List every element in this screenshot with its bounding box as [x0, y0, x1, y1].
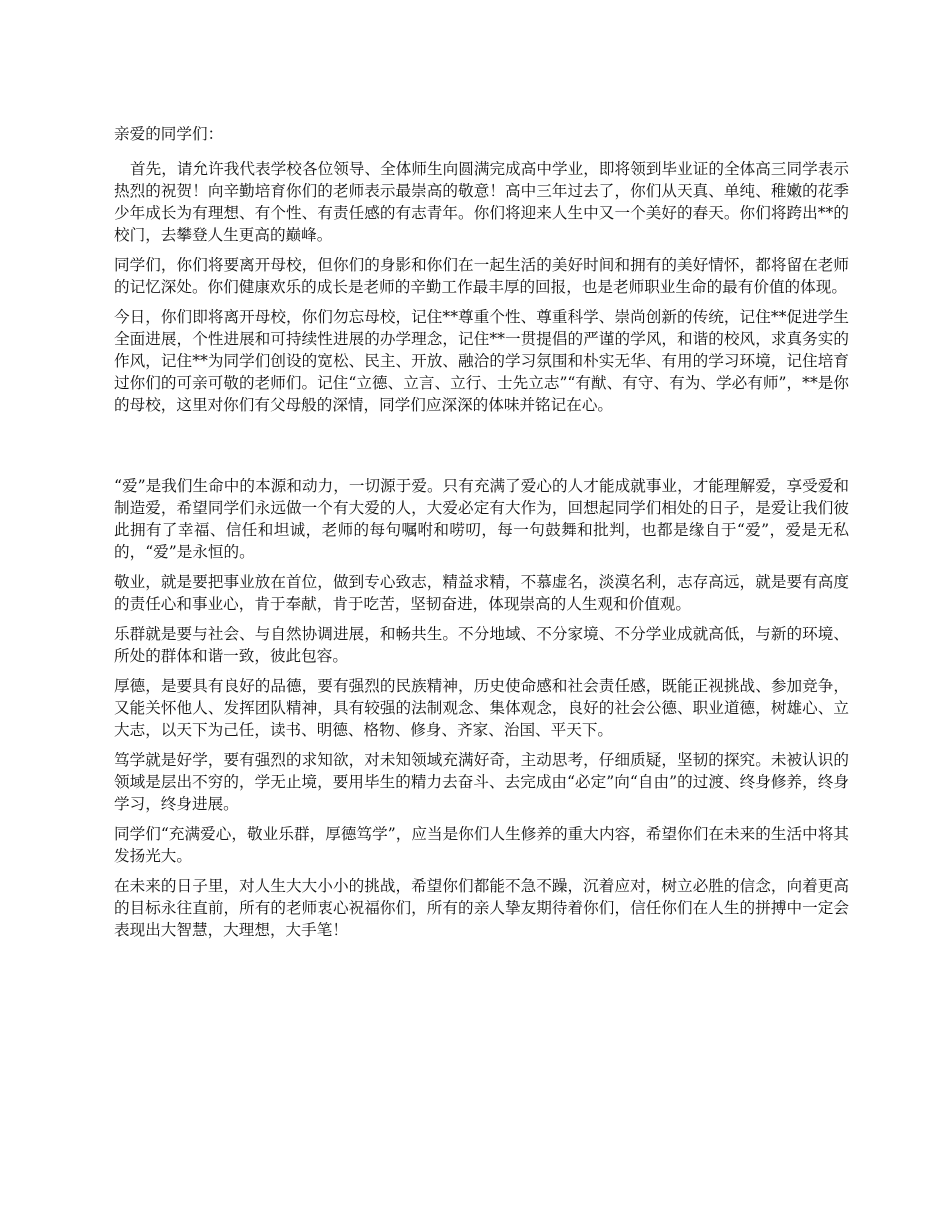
paragraph-congratulations: 首先，请允许我代表学校各位领导、全体师生向圆满完成高中学业，即将领到毕业证的全体高三同学表示热烈的祝贺！向辛勤培育你们的老师表示最崇高的敬意！高中三年过去了，你们从天真、单纯、稚嫩的花季少年成长为有理想、有个性、有责任感的有志青年。你们将迎来人生中又一个美好的春天。你们将跨出**的校门，去攀登人生更高的巅峰。: [114, 160, 849, 244]
paragraph-motto: 同学们“充满爱心，敬业乐群，厚德笃学”，应当是你们人生修养的重大内容，希望你们在未来的生活中将其发扬光大。: [114, 825, 849, 865]
paragraph-closing-wishes: 在未来的日子里，对人生大大小小的挑战，希望你们都能不急不躁，沉着应对，树立必胜的信念，向着更高的目标永往直前，所有的老师衷心祝福你们，所有的亲人挚友期待着你们，信任你们在人生的拼搏中一定会表现出大智慧，大理想，大手笔！: [114, 877, 849, 939]
paragraph-virtue: 厚德，是要具有良好的品德，要有强烈的民族精神，历史使命感和社会责任感，既能正视挑战、参加竞争，又能关怀他人、发挥团队精神，具有较强的法制观念、集体观念，良好的社会公德、职业道德，树雄心、立大志，以天下为己任，读书、明德、格物、修身、齐家、治国、平天下。: [114, 677, 849, 739]
section-gap: [114, 424, 849, 475]
paragraph-memories: 同学们，你们将要离开母校，但你们的身影和你们在一起生活的美好时间和拥有的美好情怀，都将留在老师的记忆深处。你们健康欢乐的成长是老师的辛勤工作最丰厚的回报，也是老师职业生命的最有价值的体现。: [114, 256, 849, 296]
salutation: 亲爱的同学们：: [114, 125, 224, 143]
paragraph-dedication: 敬业，就是要把事业放在首位，做到专心致志，精益求精，不慕虚名，淡漠名利，志存高远，就是要有高度的责任心和事业心，肯于奉献，肯于吃苦，坚韧奋进，体现崇高的人生观和价值观。: [114, 573, 849, 613]
paragraph-sociability: 乐群就是要与社会、与自然协调进展，和畅共生。不分地域、不分家境、不分学业成就高低，与新的环境、所处的群体和谐一致，彼此包容。: [114, 625, 849, 665]
paragraph-study: 笃学就是好学，要有强烈的求知欲，对未知领域充满好奇，主动思考，仔细质疑，坚韧的探究。未被认识的领域是层出不穷的，学无止境，要用毕生的精力去奋斗、去完成由“必定”向“自由”的过渡、终身修养，终身学习，终身进展。: [114, 751, 849, 813]
letter-body: [114, 123, 849, 949]
paragraph-love: “爱”是我们生命中的本源和动力，一切源于爱。只有充满了爱心的人才能成就事业，才能理解爱，享受爱和制造爱，希望同学们永远做一个有大爱的人，大爱必定有大作为，回想起同学们相处的日子，是爱让我们彼此拥有了幸福、信任和坦诚，老师的每句嘱咐和唠叨，每一句鼓舞和批判，也都是缘自于“爱”，爱是无私的，“爱”是永恒的。: [114, 477, 849, 561]
paragraph-remember-school: 今日，你们即将离开母校，你们勿忘母校，记住**尊重个性、尊重科学、崇尚创新的传统，记住**促进学生全面进展，个性进展和可持续性进展的办学理念，记住**一贯提倡的严谨的学风，和谐的校风，求真务实的作风，记住**为同学们创设的宽松、民主、开放、融洽的学习氛围和朴实无华、有用的学习环境，记住培育过你们的可亲可敬的老师们。记住“立德、立言、立行、士先立志”“有猷、有守、有为、学必有师”，**是你的母校，这里对你们有父母般的深情，同学们应深深的体味并铭记在心。: [114, 308, 849, 414]
